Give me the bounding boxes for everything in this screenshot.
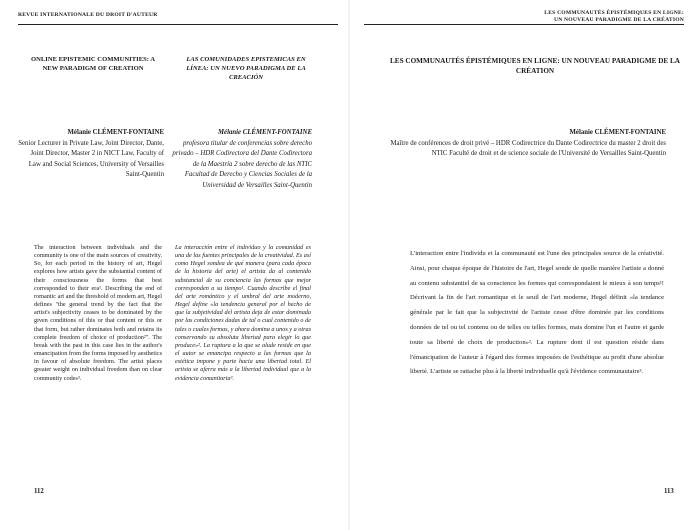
running-head-right	[544, 10, 684, 23]
running-head-right-line2: UN NOUVEAU PARADIGME DE LA CRÉATION	[553, 16, 684, 23]
right-page	[350, 0, 700, 530]
title-english: ONLINE EPISTEMIC COMMUNITIES: A NEW PARADIGM OF CREATION	[30, 56, 155, 72]
running-head-right-line1: LES COMMUNAUTÉS ÉPISTÉMIQUES EN LIGNE:	[544, 10, 684, 16]
author-block-spanish	[170, 128, 312, 192]
header-rule-right	[364, 24, 684, 25]
author-name-french: Mélanie CLÉMENT-FONTAINE	[569, 129, 666, 136]
page-number-left: 112	[34, 488, 44, 495]
title-french: LES COMMUNAUTÉS ÉPISTÉMIQUES EN LIGNE: UN NOUVEAU PARADIGME DE LA CRÉATION	[390, 57, 680, 75]
author-block-english	[18, 128, 164, 181]
author-name-english: Mélanie CLÉMENT-FONTAINE	[67, 129, 164, 136]
body-text-french: L'interaction entre l'individu et la communauté est l'une des principales source de la créativité. Ainsi, pour chaque époque de l'histoire de l'art, Hegel sonde de quelle manière l'artiste a donné au contenu substantiel de sa conscience les formes qui correspondaient le mieux à son temps¹! Décrivant la fin de l'art romantique et le seuil de l'art moderne, Hegel définit «la tendance générale par le fait que la subjectivité de l'artiste cesse d'être dominée par les conditions données de tel ou tel contenu ou de telles ou telles formes, mais domine l'un et l'autre et garde toute sa liberté de choix de production»². La rupture dont il est question réside dans l'émancipation de l'auteur à l'égard des formes imposées de l'esthétique au profit d'une absolue liberté. L'artiste se rattache plus à la liberté individuelle qu'à l'évidence communautaire³.	[410, 250, 664, 376]
author-block-french	[380, 128, 666, 160]
author-affiliation-french: Maître de conférences de droit privé – HDR Codirectrice du Dante Codirectrice du master 2 droit des NTIC Faculté de droit et de science sociale de l'Université de Versailles Saint-Quentin	[390, 139, 666, 158]
body-text-spanish: La interacción entre el individuo y la comunidad es una de las fuentes principales de la creatividad. Es así como Hegel sondea de qué manera (para cada época de la historia del arte) el artista da al contenido substancial de su conciencia las formas que mejor corresponden a su tiempo¹. Cuando describe el final del arte romántico y el umbral del arte moderno, Hegel define «la tendencia general por el hecho de que la subjetividad del artista deja de estar dominada por las condiciones dadas de tal o cual contenido o de tales o cuales formas, y ahora domina a unos y a otras conservando su absoluta libertad para elegir lo que produce»². La ruptura a la que se alude reside en que el autor se emancipa respecto a las formas que la estética impone y parte hacia una libertad total. El artista se aferra más a la libertad individual que a la evidencia comunitaria³.	[175, 244, 311, 382]
body-text-english: The interaction between individuals and the community is one of the main sources of creativity. So, for each period in the history of art, Hegel explores how artists gave the substantial content of their consciousness the forms that best corresponded to their era¹. Describing the end of romantic art and the threshold of modern art, Hegel defines "the general trend by the fact that the artist's subjectivity ceases to be dominated by the given conditions of this or that content or this or that form, but rather dominates both and retains its complete freedom of choice of production²". The break with the past in this case lies in the author's emancipation from the forms imposed by aesthetics in favour of absolute freedom. The artist places greater weight on individual freedom than on clear community codes³.	[34, 244, 162, 382]
running-head-left: REVUE INTERNATIONALE DU DROIT D'AUTEUR	[18, 12, 158, 18]
author-affiliation-english: Senior Lecturer in Private Law, Joint Director, Dante, Joint Director, Master 2 in NICT Law, Faculty of Law and Social Sciences, University of Versailles Saint-Quentin	[18, 139, 164, 179]
author-name-spanish: Mélanie CLÉMENT-FONTAINE	[218, 129, 312, 136]
header-rule-left	[18, 24, 338, 25]
page-number-right: 113	[664, 488, 674, 495]
author-affiliation-spanish: profesora titular de conferencias sobre derecho privado – HDR Codirectora del Dante Codirectora de la Maestría 2 sobre derecho de las NTIC Facultad de Derecho y Ciencias Sociales de la Universidad de Versailles Saint-Quentin	[172, 139, 312, 189]
title-spanish: LAS COMUNIDADES EPISTEMICAS EN LÍNEA: UN NUEVO PARADIGMA DE LA CREACIÓN	[186, 56, 306, 81]
